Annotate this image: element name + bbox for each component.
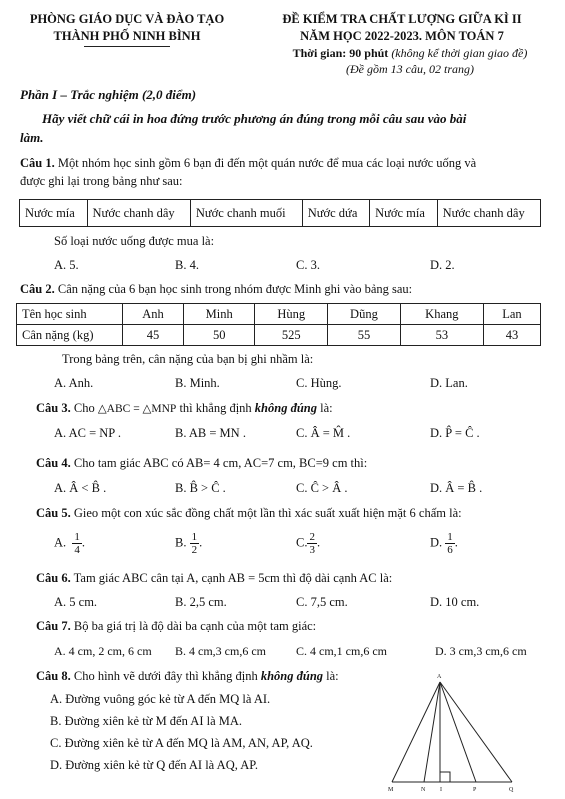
table-cell: Nước chanh dây <box>87 200 190 227</box>
table-cell: Nước mía <box>20 200 88 227</box>
segment-am <box>392 682 440 782</box>
label-p: P <box>473 787 477 793</box>
q7-text: Câu 7. Bộ ba giá trị là độ dài ba cạnh của một tam giác: <box>36 619 317 633</box>
q8-option-d: D. Đường xiên kẻ từ Q đến AI là AQ, AP. <box>50 758 258 772</box>
q4-text: Câu 4. Cho tam giác ABC có AB= 4 cm, AC=7 cm, BC=9 cm thì: <box>36 456 368 470</box>
exam-year-subject: NĂM HỌC 2022-2023. MÔN TOÁN 7 <box>300 29 504 43</box>
table-row <box>17 304 541 325</box>
q2-option-b: B. Minh. <box>175 376 220 390</box>
q6-option-d: D. 10 cm. <box>430 595 480 609</box>
q6-option-c: C. 7,5 cm. <box>296 595 348 609</box>
q2-text: Câu 2. Cân nặng của 6 bạn học sinh trong nhóm được Minh ghi vào bảng sau: <box>20 282 413 296</box>
q1-option-c: C. 3. <box>296 258 320 272</box>
exam-pages: (Đề gồm 13 câu, 02 trang) <box>346 62 474 76</box>
fraction: $\frac{1}{4}$ <box>74 531 80 556</box>
q1-option-a: A. 5. <box>54 258 79 272</box>
header-city: THÀNH PHỐ NINH BÌNH <box>53 29 201 43</box>
q8-option-b: B. Đường xiên kẻ từ M đến AI là MA. <box>50 714 243 728</box>
q7-option-d: D. 3 cm,3 cm,6 cm <box>435 644 527 658</box>
q1-table <box>19 199 541 227</box>
table-cell: Tên học sinh <box>17 304 123 325</box>
label-m: M <box>388 787 394 793</box>
table-cell: Nước mía <box>370 200 438 227</box>
table-row <box>20 200 541 227</box>
table-cell: Nước chanh dây <box>437 200 540 227</box>
q5-option-c: C. $\frac{2}{3}$ . <box>296 531 321 556</box>
q4-option-b: B. B̂ > Ĉ . <box>175 481 226 495</box>
q6-option-a: A. 5 cm. <box>54 595 98 609</box>
fraction: $\frac{1}{2}$ <box>191 531 198 556</box>
q8-triangle-figure <box>380 668 555 796</box>
q4-option-c: C. Ĉ > Â . <box>296 481 348 495</box>
q1-question: Số loại nước uống được mua là: <box>54 234 215 248</box>
table-cell: 43 <box>483 325 540 346</box>
label-i: I <box>440 787 442 793</box>
header-department: PHÒNG GIÁO DỤC VÀ ĐÀO TẠO <box>29 12 225 26</box>
exam-title: ĐỀ KIỂM TRA CHẤT LƯỢNG GIỮA KÌ II <box>282 12 522 26</box>
q3-text: Câu 3. Cho △ABC = △MNP thì khẳng định không đúng là: <box>36 401 333 415</box>
q8-text: Câu 8. Cho hình vẽ dưới đây thì khẳng định không đúng là: <box>36 669 339 683</box>
label-q: Q <box>509 787 514 793</box>
q3-option-d: D. P̂ = Ĉ . <box>430 426 480 440</box>
q2-option-c: C. Hùng. <box>296 376 342 390</box>
q1-text-cont: được ghi lại trong bảng như sau: <box>20 174 183 188</box>
table-cell: 55 <box>328 325 401 346</box>
label-n: N <box>421 787 426 793</box>
q3-option-a: A. AC = NP . <box>54 426 122 440</box>
segment-ap <box>440 682 476 782</box>
label-a: A <box>437 674 442 680</box>
q5-option-d: D. $\frac{1}{6}$ . <box>430 531 458 556</box>
q4-option-d: D. Â = B̂ . <box>430 481 483 495</box>
part1-title: Phần I – Trắc nghiệm (2,0 điểm) <box>20 87 197 102</box>
table-cell: Khang <box>400 304 483 325</box>
table-cell: Hùng <box>255 304 328 325</box>
table-cell: 45 <box>123 325 184 346</box>
q1-option-d: D. 2. <box>430 258 455 272</box>
q6-text: Câu 6. Tam giác ABC cân tại A, cạnh AB = 5cm thì độ dài cạnh AC là: <box>36 571 393 585</box>
q7-option-b: B. 4 cm,3 cm,6 cm <box>175 644 266 658</box>
fraction: $\frac{1}{6}$ <box>447 531 453 556</box>
q3-option-b: B. AB = MN . <box>175 426 246 440</box>
table-cell: Nước dứa <box>302 200 369 227</box>
table-cell: Minh <box>183 304 254 325</box>
q5-option-a: A. $\frac{1}{4}$ . <box>54 531 86 556</box>
header-underline <box>84 46 170 47</box>
table-cell: Dũng <box>328 304 401 325</box>
q5-text: Câu 5. Gieo một con xúc sắc đồng chất một lần thì xác suất xuất hiện mặt 6 chấm là: <box>36 506 462 520</box>
table-cell: 525 <box>255 325 328 346</box>
q1-option-b: B. 4. <box>175 258 199 272</box>
table-row <box>17 325 541 346</box>
q1-text: Câu 1. Một nhóm học sinh gồm 6 bạn đi đến một quán nước để mua các loại nước uống và <box>20 156 477 170</box>
q5-option-b: B. $\frac{1}{2}$ . <box>175 531 203 556</box>
table-cell: Cân nặng (kg) <box>17 325 123 346</box>
part1-instruction-cont: làm. <box>20 130 44 145</box>
segment-an <box>424 682 440 782</box>
q2-option-a: A. Anh. <box>54 376 94 390</box>
q8-option-c: C. Đường xiên kẻ từ A đến MQ là AM, AN, AP, AQ. <box>50 736 313 750</box>
right-angle-mark <box>440 772 450 782</box>
q7-option-a: A. 4 cm, 2 cm, 6 cm <box>54 644 152 658</box>
table-cell: Anh <box>123 304 184 325</box>
table-cell: Nước chanh muối <box>190 200 302 227</box>
table-cell: 50 <box>183 325 254 346</box>
table-cell: Lan <box>483 304 540 325</box>
q3-option-c: C. Â = M̂ . <box>296 426 351 440</box>
q4-option-a: A. Â < B̂ . <box>54 481 107 495</box>
q8-option-a: A. Đường vuông góc kẻ từ A đến MQ là AI. <box>50 692 271 706</box>
q6-option-b: B. 2,5 cm. <box>175 595 227 609</box>
q2-question: Trong bảng trên, cân nặng của bạn bị ghi nhầm là: <box>62 352 314 366</box>
part1-instruction: Hãy viết chữ cái in hoa đứng trước phương án đúng trong mỗi câu sau vào bài <box>42 111 467 126</box>
q2-option-d: D. Lan. <box>430 376 468 390</box>
exam-time: Thời gian: 90 phút (không kể thời gian giao đề) <box>292 46 528 60</box>
q2-table <box>16 303 541 346</box>
table-cell: 53 <box>400 325 483 346</box>
fraction: $\frac{2}{3}$ <box>309 531 315 556</box>
segment-aq <box>440 682 512 782</box>
q7-option-c: C. 4 cm,1 cm,6 cm <box>296 644 387 658</box>
